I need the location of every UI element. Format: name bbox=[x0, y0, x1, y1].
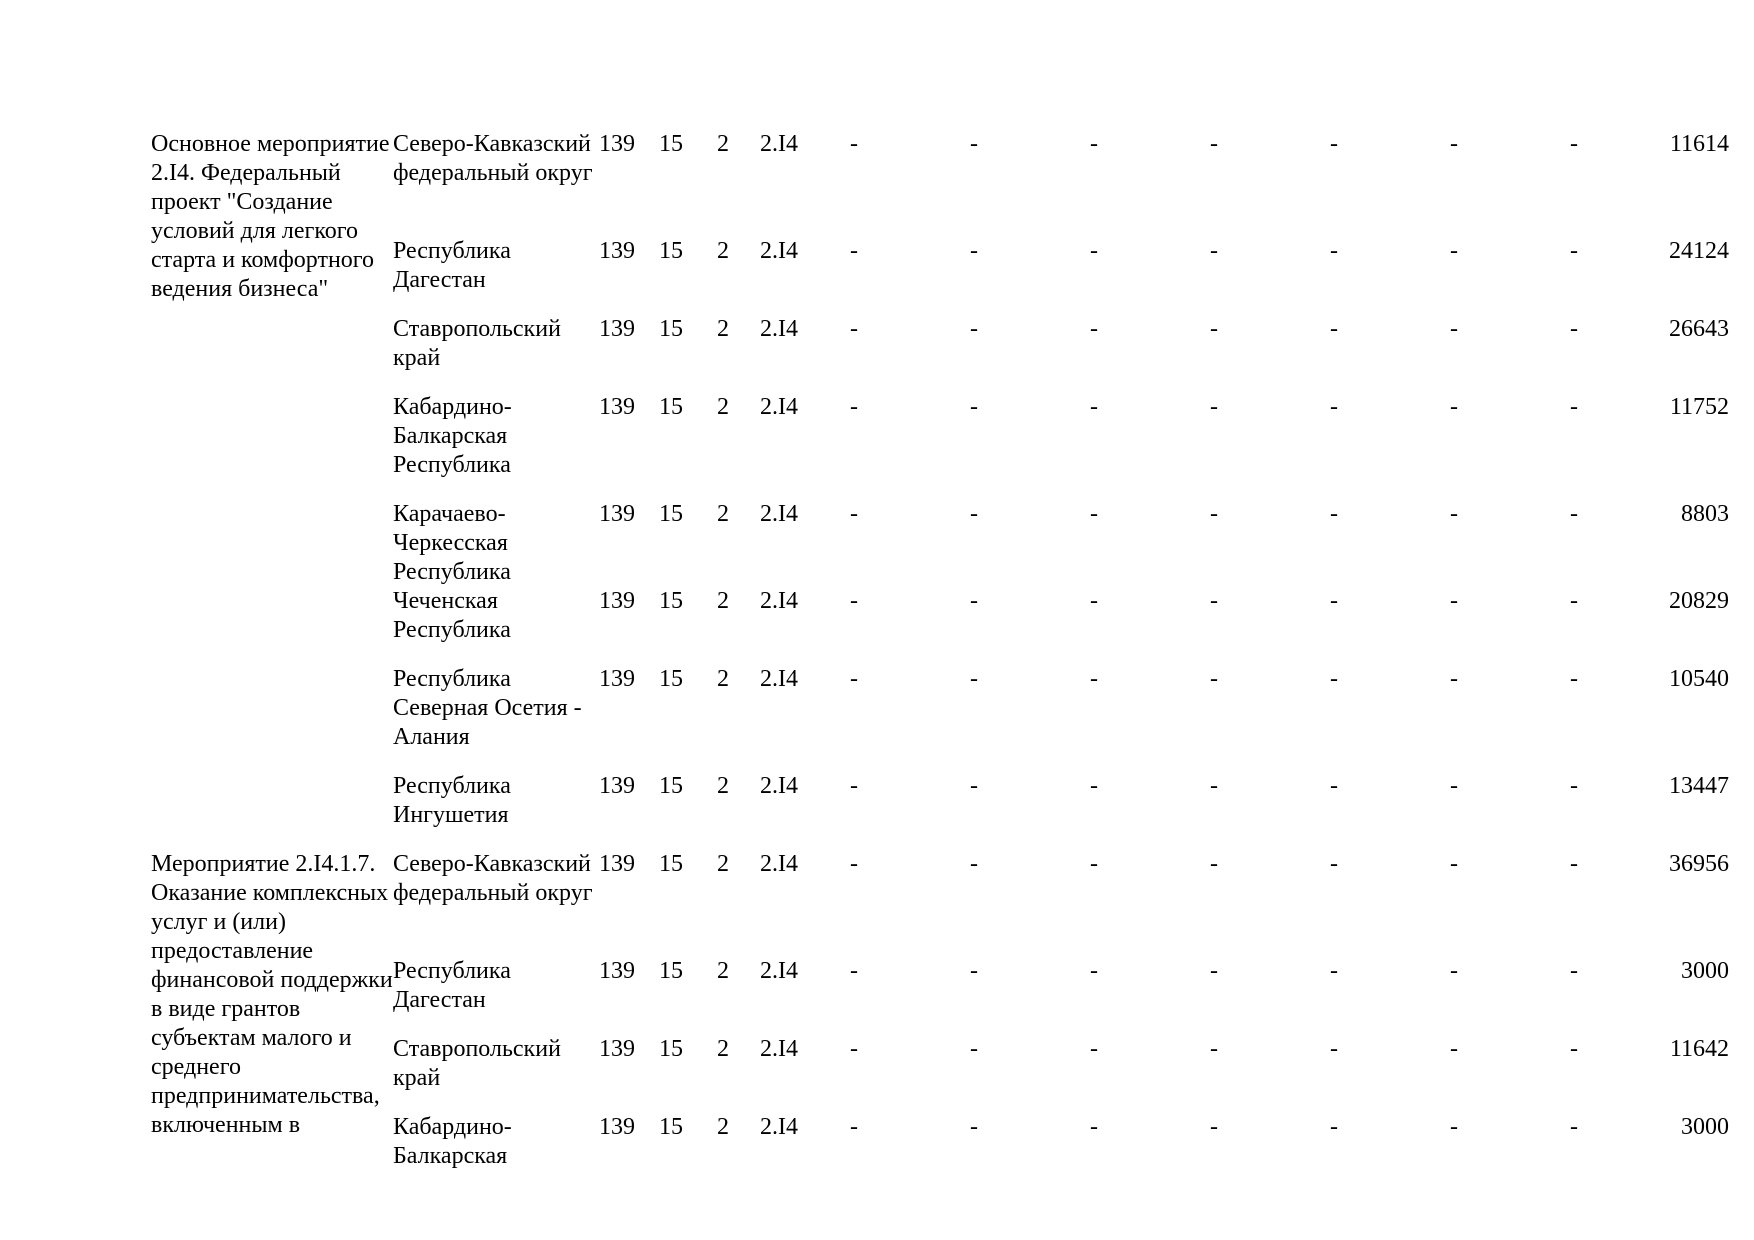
empty-value-cell: - bbox=[1090, 1036, 1098, 1062]
empty-value-cell: - bbox=[1090, 588, 1098, 614]
code-program-cell: 15 bbox=[659, 131, 683, 157]
region-cell: Карачаево-Черкесская Республика bbox=[393, 501, 511, 585]
code-subprogram-cell: 2 bbox=[717, 316, 729, 342]
code-measure-cell: 2.I4 bbox=[760, 131, 798, 157]
empty-value-cell: - bbox=[1210, 316, 1218, 342]
empty-value-cell: - bbox=[1570, 666, 1578, 692]
empty-value-cell: - bbox=[970, 316, 978, 342]
code-subprogram-cell: 2 bbox=[717, 238, 729, 264]
empty-value-cell: - bbox=[970, 958, 978, 984]
code-ministry-cell: 139 bbox=[599, 851, 635, 877]
empty-value-cell: - bbox=[1570, 773, 1578, 799]
empty-value-cell: - bbox=[850, 316, 858, 342]
region-cell: Ставропольский край bbox=[393, 316, 561, 371]
empty-value-cell: - bbox=[1570, 851, 1578, 877]
empty-value-cell: - bbox=[1570, 501, 1578, 527]
region-cell: Республика Ингушетия bbox=[393, 773, 511, 828]
region-cell: Ставропольский край bbox=[393, 1036, 561, 1091]
code-measure-cell: 2.I4 bbox=[760, 851, 798, 877]
region-cell: Кабардино-Балкарская Республика bbox=[393, 394, 512, 478]
amount-cell: 3000 bbox=[1681, 1114, 1729, 1140]
code-subprogram-cell: 2 bbox=[717, 666, 729, 692]
amount-cell: 26643 bbox=[1669, 316, 1729, 342]
empty-value-cell: - bbox=[850, 666, 858, 692]
code-program-cell: 15 bbox=[659, 588, 683, 614]
amount-cell: 3000 bbox=[1681, 958, 1729, 984]
measure-cell bbox=[151, 850, 393, 1191]
empty-value-cell: - bbox=[1090, 131, 1098, 157]
empty-value-cell: - bbox=[1330, 851, 1338, 877]
empty-value-cell: - bbox=[1450, 773, 1458, 799]
code-program-cell: 15 bbox=[659, 773, 683, 799]
measure-cell bbox=[151, 130, 393, 850]
empty-value-cell: - bbox=[1450, 394, 1458, 420]
code-program-cell: 15 bbox=[659, 851, 683, 877]
amount-cell: 10540 bbox=[1669, 666, 1729, 692]
empty-value-cell: - bbox=[1210, 501, 1218, 527]
empty-value-cell: - bbox=[1330, 666, 1338, 692]
empty-value-cell: - bbox=[1570, 1114, 1578, 1140]
measure-label: Мероприятие 2.I4.1.7. Оказание комплексных услуг и (или) предоставление финансовой поддержки в виде грантов субъектам малого и среднего предпринимательства, включенным в bbox=[151, 851, 393, 1138]
code-subprogram-cell: 2 bbox=[717, 1036, 729, 1062]
empty-value-cell: - bbox=[1090, 238, 1098, 264]
code-measure-cell: 2.I4 bbox=[760, 1114, 798, 1140]
region-cell: Чеченская Республика bbox=[393, 588, 511, 643]
amount-cell: 8803 bbox=[1681, 501, 1729, 527]
code-measure-cell: 2.I4 bbox=[760, 958, 798, 984]
code-ministry-cell: 139 bbox=[599, 1114, 635, 1140]
empty-value-cell: - bbox=[970, 666, 978, 692]
code-subprogram-cell: 2 bbox=[717, 394, 729, 420]
empty-value-cell: - bbox=[850, 501, 858, 527]
empty-value-cell: - bbox=[1210, 238, 1218, 264]
empty-value-cell: - bbox=[1570, 131, 1578, 157]
code-subprogram-cell: 2 bbox=[717, 851, 729, 877]
empty-value-cell: - bbox=[1450, 958, 1458, 984]
amount-cell: 36956 bbox=[1669, 851, 1729, 877]
empty-value-cell: - bbox=[1330, 238, 1338, 264]
code-subprogram-cell: 2 bbox=[717, 131, 729, 157]
empty-value-cell: - bbox=[1570, 238, 1578, 264]
code-ministry-cell: 139 bbox=[599, 666, 635, 692]
empty-value-cell: - bbox=[1210, 958, 1218, 984]
amount-cell: 11752 bbox=[1669, 394, 1729, 420]
amount-cell: 11614 bbox=[1669, 131, 1729, 157]
code-program-cell: 15 bbox=[659, 501, 683, 527]
empty-value-cell: - bbox=[1090, 1114, 1098, 1140]
region-cell: Республика Северная Осетия - Алания bbox=[393, 666, 582, 750]
empty-value-cell: - bbox=[1450, 316, 1458, 342]
empty-value-cell: - bbox=[970, 238, 978, 264]
code-measure-cell: 2.I4 bbox=[760, 666, 798, 692]
empty-value-cell: - bbox=[1450, 851, 1458, 877]
empty-value-cell: - bbox=[850, 238, 858, 264]
empty-value-cell: - bbox=[850, 1114, 858, 1140]
empty-value-cell: - bbox=[970, 588, 978, 614]
code-program-cell: 15 bbox=[659, 1114, 683, 1140]
empty-value-cell: - bbox=[1210, 588, 1218, 614]
code-program-cell: 15 bbox=[659, 958, 683, 984]
empty-value-cell: - bbox=[1570, 394, 1578, 420]
empty-value-cell: - bbox=[1450, 1114, 1458, 1140]
code-ministry-cell: 139 bbox=[599, 501, 635, 527]
empty-value-cell: - bbox=[970, 394, 978, 420]
empty-value-cell: - bbox=[1210, 666, 1218, 692]
empty-value-cell: - bbox=[1210, 131, 1218, 157]
amount-cell: 20829 bbox=[1669, 588, 1729, 614]
code-subprogram-cell: 2 bbox=[717, 958, 729, 984]
code-ministry-cell: 139 bbox=[599, 316, 635, 342]
empty-value-cell: - bbox=[1450, 238, 1458, 264]
code-ministry-cell: 139 bbox=[599, 1036, 635, 1062]
code-program-cell: 15 bbox=[659, 666, 683, 692]
empty-value-cell: - bbox=[1330, 588, 1338, 614]
empty-value-cell: - bbox=[1210, 851, 1218, 877]
table-row bbox=[151, 850, 1729, 957]
code-subprogram-cell: 2 bbox=[717, 501, 729, 527]
region-cell: Кабардино-Балкарская bbox=[393, 1114, 512, 1169]
empty-value-cell: - bbox=[850, 1036, 858, 1062]
empty-value-cell: - bbox=[850, 394, 858, 420]
code-measure-cell: 2.I4 bbox=[760, 1036, 798, 1062]
code-program-cell: 15 bbox=[659, 1036, 683, 1062]
code-program-cell: 15 bbox=[659, 238, 683, 264]
empty-value-cell: - bbox=[970, 131, 978, 157]
empty-value-cell: - bbox=[1210, 1036, 1218, 1062]
empty-value-cell: - bbox=[970, 851, 978, 877]
empty-value-cell: - bbox=[1090, 958, 1098, 984]
empty-value-cell: - bbox=[970, 773, 978, 799]
code-ministry-cell: 139 bbox=[599, 131, 635, 157]
code-subprogram-cell: 2 bbox=[717, 773, 729, 799]
code-ministry-cell: 139 bbox=[599, 394, 635, 420]
budget-table-body bbox=[151, 130, 1729, 1191]
empty-value-cell: - bbox=[850, 851, 858, 877]
empty-value-cell: - bbox=[1450, 131, 1458, 157]
code-measure-cell: 2.I4 bbox=[760, 588, 798, 614]
measure-label: Основное мероприятие 2.I4. Федеральный проект "Создание условий для легкого старта и комфортного ведения бизнеса" bbox=[151, 131, 390, 302]
empty-value-cell: - bbox=[970, 1114, 978, 1140]
code-measure-cell: 2.I4 bbox=[760, 773, 798, 799]
region-cell: Республика Дагестан bbox=[393, 958, 511, 1013]
code-program-cell: 15 bbox=[659, 394, 683, 420]
empty-value-cell: - bbox=[850, 773, 858, 799]
empty-value-cell: - bbox=[1210, 773, 1218, 799]
empty-value-cell: - bbox=[1330, 1114, 1338, 1140]
code-subprogram-cell: 2 bbox=[717, 1114, 729, 1140]
empty-value-cell: - bbox=[1090, 316, 1098, 342]
empty-value-cell: - bbox=[1450, 588, 1458, 614]
code-program-cell: 15 bbox=[659, 316, 683, 342]
table-row bbox=[151, 130, 1729, 237]
code-ministry-cell: 139 bbox=[599, 588, 635, 614]
code-measure-cell: 2.I4 bbox=[760, 316, 798, 342]
empty-value-cell: - bbox=[1090, 773, 1098, 799]
empty-value-cell: - bbox=[1330, 958, 1338, 984]
region-cell: Северо-Кавказский федеральный округ bbox=[393, 131, 593, 186]
empty-value-cell: - bbox=[970, 501, 978, 527]
empty-value-cell: - bbox=[1330, 394, 1338, 420]
empty-value-cell: - bbox=[1330, 131, 1338, 157]
empty-value-cell: - bbox=[1570, 958, 1578, 984]
empty-value-cell: - bbox=[850, 131, 858, 157]
empty-value-cell: - bbox=[1090, 394, 1098, 420]
code-measure-cell: 2.I4 bbox=[760, 501, 798, 527]
empty-value-cell: - bbox=[1090, 666, 1098, 692]
amount-cell: 13447 bbox=[1669, 773, 1729, 799]
code-subprogram-cell: 2 bbox=[717, 588, 729, 614]
empty-value-cell: - bbox=[1570, 316, 1578, 342]
empty-value-cell: - bbox=[1330, 773, 1338, 799]
empty-value-cell: - bbox=[1450, 666, 1458, 692]
budget-table bbox=[151, 130, 1729, 1191]
code-measure-cell: 2.I4 bbox=[760, 238, 798, 264]
empty-value-cell: - bbox=[1090, 851, 1098, 877]
amount-cell: 11642 bbox=[1669, 1036, 1729, 1062]
empty-value-cell: - bbox=[1210, 394, 1218, 420]
empty-value-cell: - bbox=[1450, 501, 1458, 527]
code-ministry-cell: 139 bbox=[599, 238, 635, 264]
empty-value-cell: - bbox=[1210, 1114, 1218, 1140]
empty-value-cell: - bbox=[1570, 1036, 1578, 1062]
empty-value-cell: - bbox=[850, 958, 858, 984]
region-cell: Республика Дагестан bbox=[393, 238, 511, 293]
code-ministry-cell: 139 bbox=[599, 773, 635, 799]
empty-value-cell: - bbox=[1450, 1036, 1458, 1062]
empty-value-cell: - bbox=[1090, 501, 1098, 527]
empty-value-cell: - bbox=[1570, 588, 1578, 614]
region-cell: Северо-Кавказский федеральный округ bbox=[393, 851, 593, 906]
amount-cell: 24124 bbox=[1669, 238, 1729, 264]
empty-value-cell: - bbox=[970, 1036, 978, 1062]
empty-value-cell: - bbox=[850, 588, 858, 614]
empty-value-cell: - bbox=[1330, 501, 1338, 527]
empty-value-cell: - bbox=[1330, 316, 1338, 342]
empty-value-cell: - bbox=[1330, 1036, 1338, 1062]
code-measure-cell: 2.I4 bbox=[760, 394, 798, 420]
code-ministry-cell: 139 bbox=[599, 958, 635, 984]
